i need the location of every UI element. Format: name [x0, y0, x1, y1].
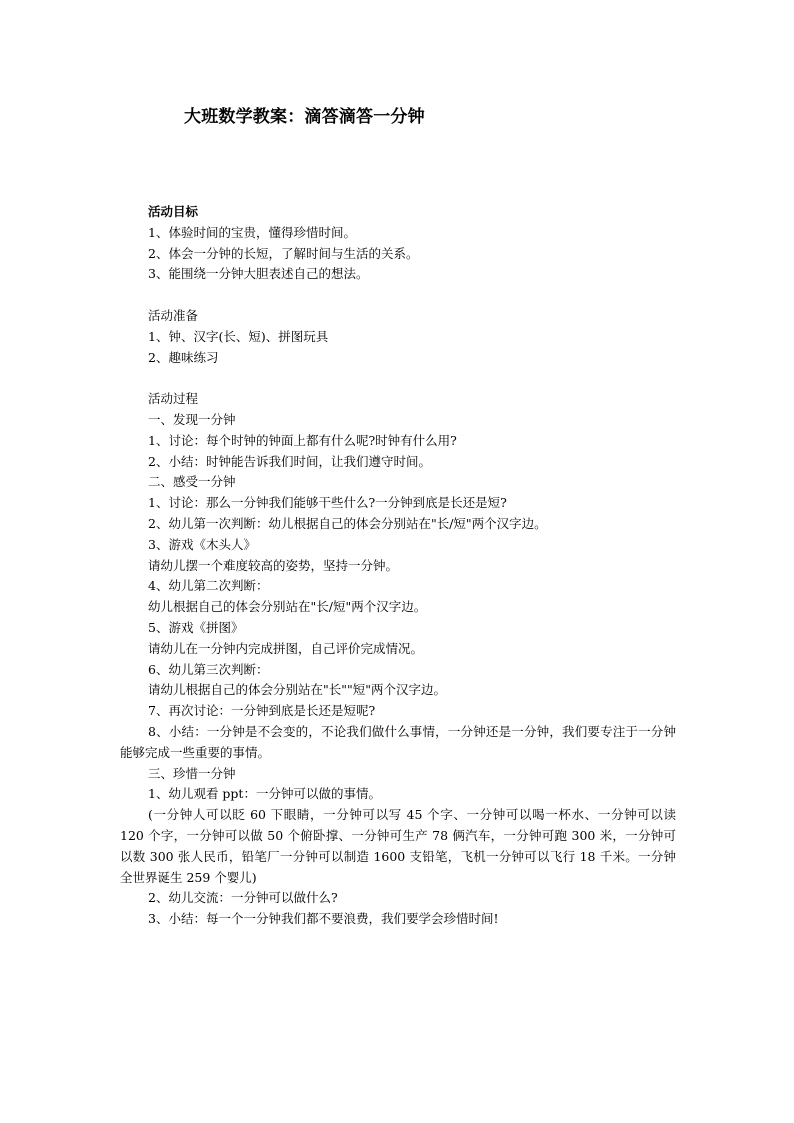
goals-item-3: 3、能围绕一分钟大胆表述自己的想法。 [148, 266, 369, 282]
part2-item-10: 请幼儿根据自己的体会分别站在"长""短"两个汉字边。 [148, 682, 446, 698]
page-title: 大班数学教案：滴答滴答一分钟 [184, 107, 425, 127]
part3-item-2: 2、幼儿交流：一分钟可以做什么? [148, 890, 338, 906]
process-heading: 活动过程 [148, 391, 199, 407]
part2-item-7: 5、游戏《拼图》 [148, 619, 244, 635]
document-body [120, 202, 676, 930]
part3-item-1: 1、幼儿观看 ppt：一分钟可以做的事情。 [148, 786, 381, 802]
part2-item-11: 7、再次讨论：一分钟到底是长还是短呢? [148, 703, 376, 719]
part2-item-9: 6、幼儿第三次判断： [148, 661, 269, 677]
part3-title: 三、珍惜一分钟 [148, 765, 236, 781]
prep-item-1: 1、钟、汉字(长、短)、拼图玩具 [148, 328, 329, 344]
goals-heading: 活动目标 [148, 204, 199, 219]
part2-item-5: 4、幼儿第二次判断： [148, 578, 269, 594]
part2-item-8: 请幼儿在一分钟内完成拼图，自己评价完成情况。 [148, 640, 424, 656]
prep-item-2: 2、趣味练习 [148, 349, 219, 365]
spacer [120, 368, 676, 389]
part1-item-2: 2、小结：时钟能告诉我们时间，让我们遵守时间。 [148, 453, 431, 469]
part1-title: 一、发现一分钟 [148, 411, 236, 427]
part2-title: 二、感受一分钟 [148, 474, 236, 490]
part3-example: (一分钟人可以眨 60 下眼睛，一分钟可以写 45 个字、一分钟可以喝一杯水、一分钟可以读 120 个字，一分钟可以做 50 个俯卧撑、一分钟可生产 78 俩汽车，一分钟可跑 300 米，一分钟可以数 300 张人民币，铅笔厂一分钟可以制造 1600 支铅笔，飞机一分钟可以飞行 18 千米。一分钟全世界诞生 259 个婴儿) [120, 807, 676, 885]
part2-item-6: 幼儿根据自己的体会分别站在"长/短"两个汉字边。 [148, 599, 427, 615]
spacer [120, 285, 676, 306]
prep-heading: 活动准备 [148, 307, 199, 323]
goals-item-1: 1、体验时间的宝贵，懂得珍惜时间。 [148, 224, 356, 240]
part2-item-4: 请幼儿摆一个难度较高的姿势，坚持一分钟。 [148, 557, 399, 573]
part1-item-1: 1、讨论：每个时钟的钟面上都有什么呢?时钟有什么用? [148, 432, 457, 448]
part2-item-1: 1、讨论：那么一分钟我们能够干些什么?一分钟到底是长还是短? [148, 495, 507, 511]
goals-item-2: 2、体会一分钟的长短，了解时间与生活的关系。 [148, 245, 419, 261]
part3-item-3: 3、小结：每一个一分钟我们都不要浪费，我们要学会珍惜时间! [148, 911, 499, 927]
part2-item-3: 3、游戏《木头人》 [148, 536, 256, 552]
part2-item-2: 2、幼儿第一次判断：幼儿根据自己的体会分别站在"长/短"两个汉字边。 [148, 515, 547, 531]
part2-summary: 8、小结：一分钟是不会变的，不论我们做什么事情，一分钟还是一分钟，我们要专注于一分钟能够完成一些重要的事情。 [120, 723, 676, 760]
